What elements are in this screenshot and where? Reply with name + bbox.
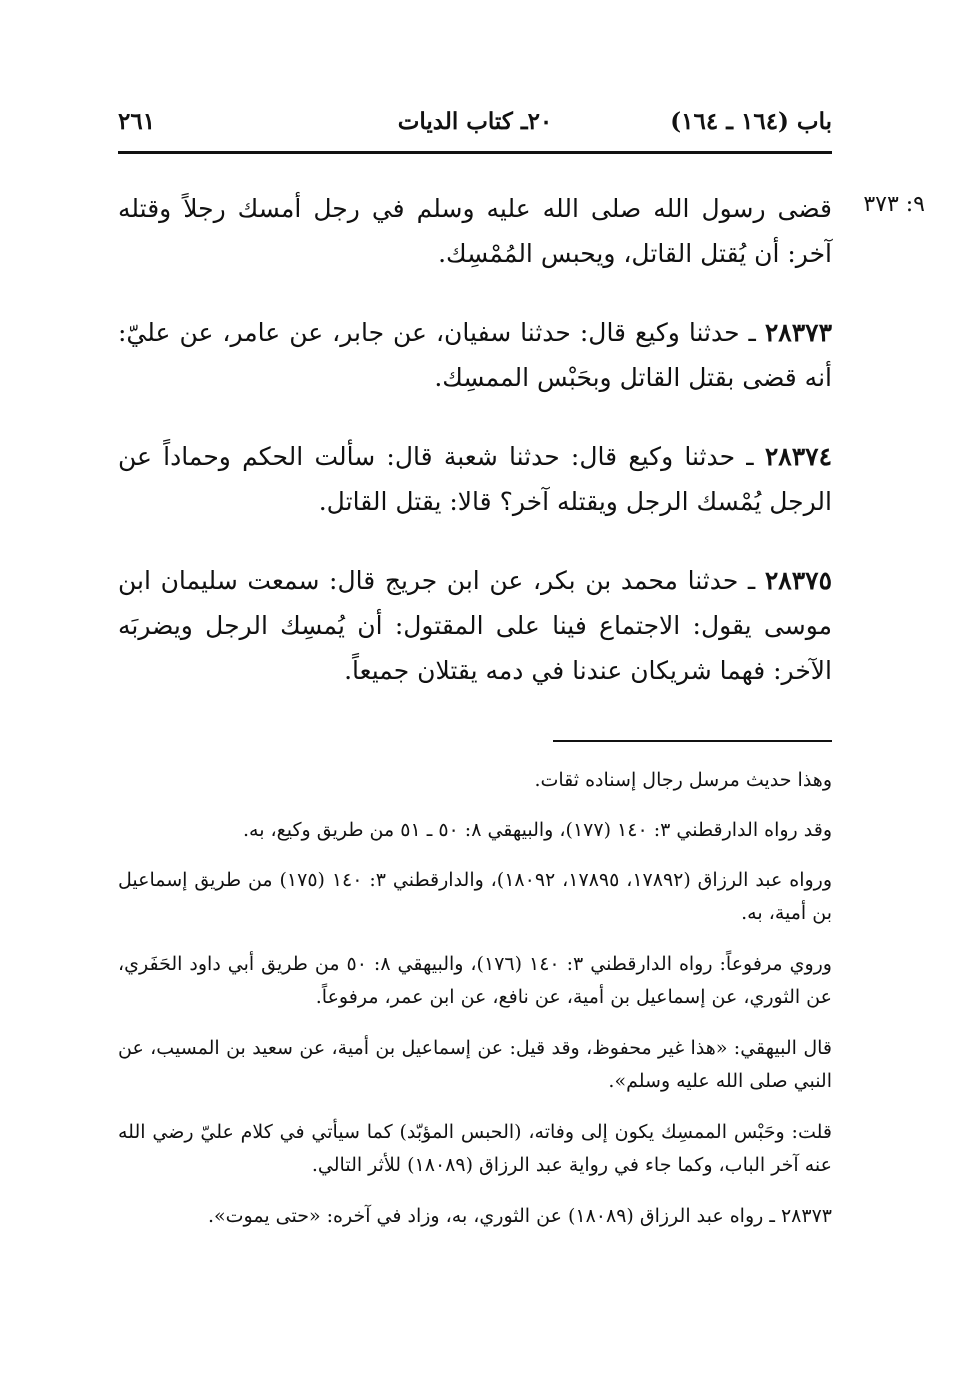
hadith-28375 (118, 558, 832, 693)
hadith-text: ـ حدثنا وكيع قال: حدثنا سفيان، عن جابر، عن عامر، عن عليّ: أنه قضى بقتل القاتل وبحَبْس الممسِك. (118, 318, 832, 392)
running-header (118, 104, 832, 144)
footnote: ٢٨٣٧٣ ـ رواه عبد الرزاق (١٨٠٨٩) عن الثوري، به، وزاد في آخره: «حتى يموت». (207, 1205, 832, 1227)
chapter-heading: باب (١٦٤ ـ ١٦٤) (670, 108, 832, 135)
hadith-28373 (118, 310, 832, 400)
footnote: ورواه عبد الرزاق (١٧٨٩٢، ١٧٨٩٥، ١٨٠٩٢)، والدارقطني ٣: ١٤٠ (١٧٥) من طريق إسماعيل بن أمية، به. (118, 869, 833, 924)
footnote: وروي مرفوعاً: رواه الدارقطني ٣: ١٤٠ (١٧٦)، والبيهقي ٨: ٥٠ من طريق أبي داود الحَفَري، عن الثوري، عن إسماعيل بن أمية، عن نافع، عن ابن عمر، مرفوعاً. (118, 953, 832, 1008)
hadith-28374 (118, 434, 832, 524)
footnote-separator (553, 740, 832, 742)
hadith-number: ٢٨٣٧٤ (764, 442, 832, 471)
hadith-number: ٢٨٣٧٥ (764, 566, 832, 595)
footnote: وهذا حديث مرسل رجال إسناده ثقات. (534, 769, 832, 791)
hadith-number: ٢٨٣٧٣ (764, 318, 832, 347)
footnote: وقد رواه الدارقطني ٣: ١٤٠ (١٧٧)، والبيهقي ٨: ٥٠ ـ ٥١ من طريق وكيع، به. (242, 819, 832, 841)
margin-reference: ٩: ٣٧٣ (863, 192, 925, 217)
header-rule (118, 151, 832, 154)
footnote: قلت: وحَبْس الممسِك يكون إلى وفاته، (الحبس المؤبّد) كما سيأتي في كلام عليّ رضي الله عنه آخر الباب، وكما جاء في رواية عبد الرزاق (١٨٠٨٩) للأثر التالي. (118, 1121, 832, 1176)
page-number: ٢٦١ (118, 108, 156, 135)
hadith-text: ـ حدثنا محمد بن بكر، عن ابن جريج قال: سمعت سليمان ابن موسى يقول: الاجتماع فينا على المقتول: أن يُمسِك الرجل ويضربَه الآخر: فهما شريكان عندنا في دمه يقتلان جميعاً. (118, 566, 832, 685)
book-title: ٢٠ـ كتاب الديات (397, 108, 553, 135)
footnote: قال البيهقي: «هذا غير محفوظ، وقد قيل: عن إسماعيل بن أمية، عن سعيد بن المسيب، عن النبي صلى الله عليه وسلم». (118, 1037, 832, 1092)
hadith-text: ـ حدثنا وكيع قال: حدثنا شعبة قال: سألت الحكم وحماداً عن الرجل يُمْسك الرجل ويقتله آخر؟ قالا: يقتل القاتل. (118, 442, 832, 516)
chapter-intro: قضى رسول الله صلى الله عليه وسلم في رجل أمسك رجلاً وقتله آخر: أن يُقتل القاتل، ويحبس المُمْسِك. (118, 194, 832, 268)
